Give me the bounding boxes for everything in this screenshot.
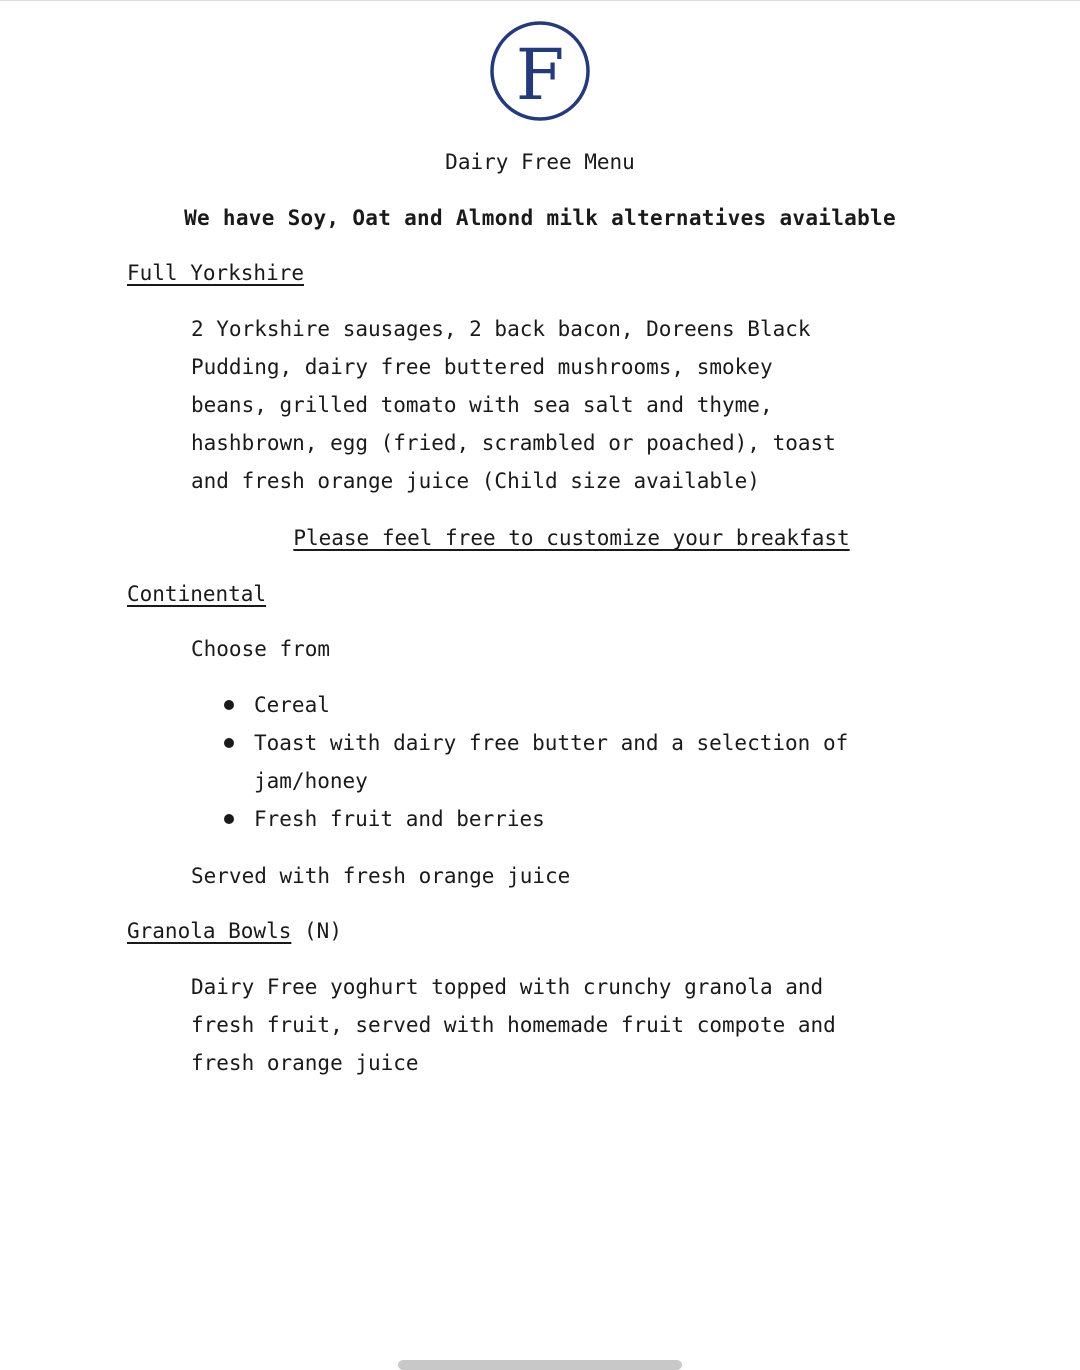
description-line: Pudding, dairy free buttered mushrooms, smokey — [191, 355, 773, 379]
granola-heading — [127, 912, 342, 950]
bullet-icon — [224, 700, 234, 710]
granola-heading-text: Granola Bowls — [127, 919, 292, 943]
top-divider — [0, 0, 1080, 1]
description-line: fresh orange juice — [191, 1051, 419, 1075]
description-line: and fresh orange juice (Child size available) — [191, 469, 760, 493]
logo-letter: F — [515, 34, 565, 116]
bullet-icon — [224, 738, 234, 748]
customize-note: Please feel free to customize your breakfast — [293, 526, 850, 550]
continental-options-list — [222, 686, 848, 838]
description-line: 2 Yorkshire sausages, 2 back bacon, Doreens Black — [191, 317, 811, 341]
description-line: hashbrown, egg (fried, scrambled or poached), toast — [191, 431, 836, 455]
f-logo — [489, 19, 591, 123]
list-item-text: Fresh fruit and berries — [254, 807, 545, 831]
continental-heading: Continental — [127, 582, 267, 606]
list-item — [222, 800, 848, 838]
menu-title: Dairy Free Menu — [445, 150, 635, 174]
continental-intro: Choose from — [191, 637, 331, 661]
description-line: beans, grilled tomato with sea salt and thyme, — [191, 393, 773, 417]
list-item — [222, 686, 848, 724]
list-item-text: Cereal — [254, 693, 330, 717]
nut-allergen-marker: (N) — [304, 919, 342, 943]
list-item-text-continued: jam/honey — [254, 769, 368, 793]
continental-served-note: Served with fresh orange juice — [191, 864, 571, 888]
description-line: Dairy Free yoghurt topped with crunchy granola and — [191, 975, 824, 999]
list-item-text: Toast with dairy free butter and a selection of — [254, 731, 849, 755]
list-item — [222, 724, 848, 800]
full-yorkshire-heading: Full Yorkshire — [127, 261, 305, 285]
granola-description — [191, 968, 836, 1082]
full-yorkshire-description — [191, 310, 836, 500]
milk-alternatives-notice: We have Soy, Oat and Almond milk alternatives available — [184, 206, 896, 230]
horizontal-scrollbar[interactable] — [398, 1360, 682, 1370]
bullet-icon — [224, 814, 234, 824]
description-line: fresh fruit, served with homemade fruit compote and — [191, 1013, 836, 1037]
